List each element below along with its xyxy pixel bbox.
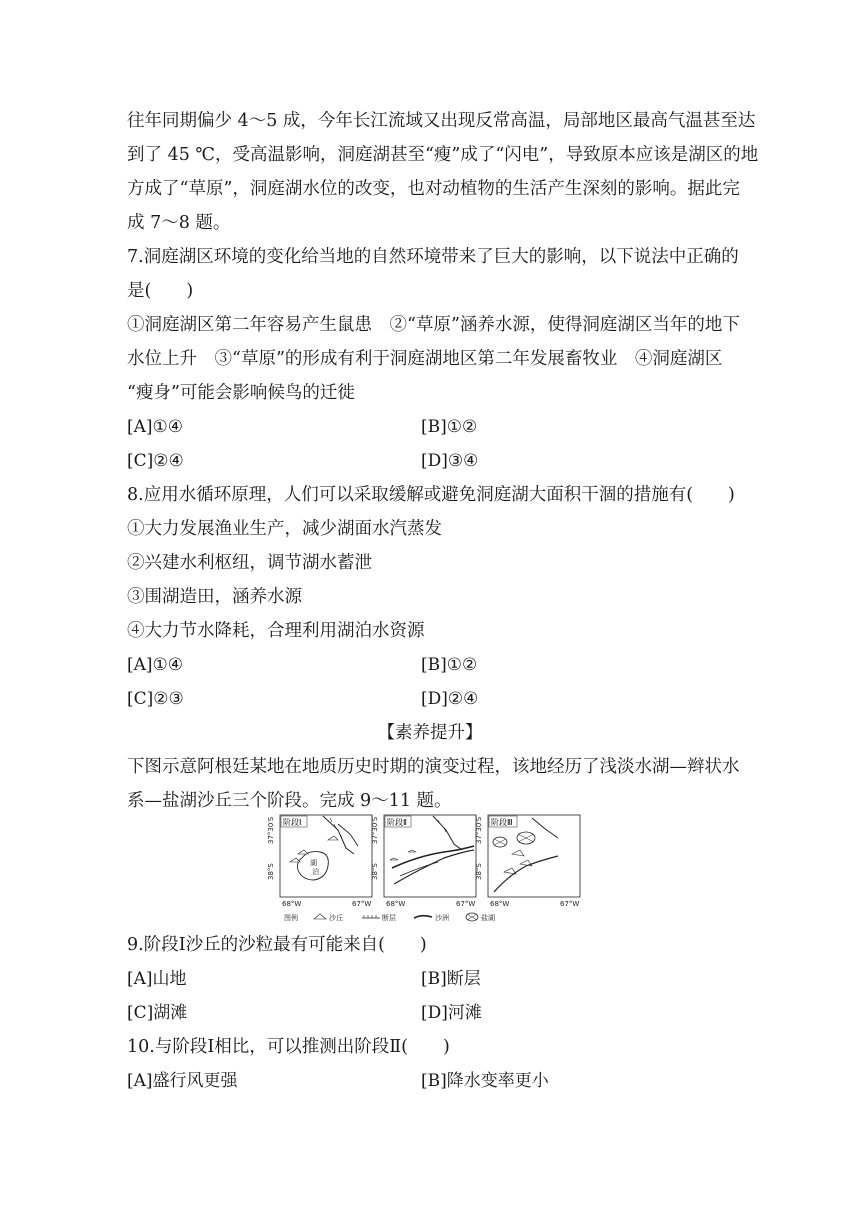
panel-3-title: 阶段Ⅲ bbox=[491, 818, 513, 827]
map-panel-stage-3 bbox=[488, 815, 580, 897]
latitude-label: 38°S bbox=[371, 863, 379, 880]
legend-dune-label: 沙丘 bbox=[329, 914, 343, 922]
panel-2-title: 阶段Ⅱ bbox=[387, 818, 407, 827]
longitude-label: 67°W bbox=[456, 900, 476, 908]
question-7-statement: 水位上升 ③“草原”的形成有利于洞庭湖地区第二年发展畜牧业 ④洞庭湖区 bbox=[127, 349, 723, 369]
legend-salt-lake-label: 盐湖 bbox=[481, 914, 495, 922]
legend-title: 图例 bbox=[284, 914, 298, 922]
evolution-map-figure bbox=[268, 812, 598, 926]
question-8-option-d[interactable]: [D]②④ bbox=[421, 689, 479, 709]
question-9-stem: 9.阶段Ⅰ沙丘的沙粒最有可能来自( ) bbox=[127, 935, 427, 955]
question-7-statement: “瘦身”可能会影响候鸟的迁徙 bbox=[127, 383, 355, 403]
longitude-label: 67°W bbox=[352, 900, 372, 908]
map-legend bbox=[284, 913, 495, 922]
section-title: 【素养提升】 bbox=[377, 723, 483, 743]
intro-text-line: 往年同期偏少 4～5 成，今年长江流域又出现反常高温，局部地区最高气温甚至达 bbox=[127, 111, 756, 131]
salt-lake-icon bbox=[466, 913, 478, 921]
question-8-stem: 8.应用水循环原理，人们可以采取缓解或避免洞庭湖大面积干涸的措施有( ) bbox=[127, 485, 735, 505]
sandbar-icon bbox=[414, 916, 432, 918]
question-9-option-c[interactable]: [C]湖滩 bbox=[127, 1003, 188, 1023]
question-8-option-b[interactable]: [B]①② bbox=[421, 655, 478, 675]
lake-label: 泊 bbox=[312, 868, 319, 876]
legend-fault-label: 断层 bbox=[382, 914, 396, 922]
question-10-stem: 10.与阶段Ⅰ相比，可以推测出阶段Ⅱ( ) bbox=[127, 1037, 450, 1057]
intro-text-line: 成 7～8 题。 bbox=[127, 213, 231, 233]
question-8-statement: ①大力发展渔业生产，减少湖面水汽蒸发 bbox=[127, 519, 442, 539]
question-10-option-b[interactable]: [B]降水变率更小 bbox=[421, 1071, 549, 1091]
map-panel-stage-2 bbox=[384, 815, 476, 897]
latitude-label: 37°30′S bbox=[371, 816, 379, 844]
longitude-label: 68°W bbox=[282, 900, 302, 908]
longitude-label: 68°W bbox=[386, 900, 406, 908]
legend-sandbar-label: 沙洲 bbox=[435, 914, 449, 922]
question-8-option-a[interactable]: [A]①④ bbox=[127, 655, 184, 675]
question-7-stem: 是( ) bbox=[127, 281, 194, 301]
dune-icon bbox=[314, 914, 326, 919]
fault-icon bbox=[362, 915, 380, 918]
map-panel-stage-1 bbox=[280, 815, 372, 897]
panel-1-title: 阶段Ⅰ bbox=[283, 818, 302, 827]
question-7-option-b[interactable]: [B]①② bbox=[421, 417, 478, 437]
question-7-option-a[interactable]: [A]①④ bbox=[127, 417, 184, 437]
lake-label: 湖 bbox=[310, 859, 317, 867]
question-7-option-c[interactable]: [C]②④ bbox=[127, 451, 184, 471]
question-7-stem: 7.洞庭湖区环境的变化给当地的自然环境带来了巨大的影响，以下说法中正确的 bbox=[127, 247, 739, 267]
question-8-statement: ④大力节水降耗，合理利用湖泊水资源 bbox=[127, 621, 425, 641]
latitude-label: 38°S bbox=[267, 863, 275, 880]
question-9-option-d[interactable]: [D]河滩 bbox=[421, 1003, 482, 1023]
question-7-statement: ①洞庭湖区第二年容易产生鼠患 ②“草原”涵养水源，使得洞庭湖区当年的地下 bbox=[127, 315, 740, 335]
intro-text-line: 方成了“草原”，洞庭湖水位的改变，也对动植物的生活产生深刻的影响。据此完 bbox=[127, 179, 740, 199]
latitude-label: 37°30′S bbox=[475, 816, 483, 844]
question-8-option-c[interactable]: [C]②③ bbox=[127, 689, 184, 709]
latitude-label: 38°S bbox=[475, 863, 483, 880]
question-8-statement: ②兴建水利枢纽，调节湖水蓄泄 bbox=[127, 553, 372, 573]
question-9-option-a[interactable]: [A]山地 bbox=[127, 969, 187, 989]
longitude-label: 68°W bbox=[490, 900, 510, 908]
latitude-label: 37°30′S bbox=[267, 816, 275, 844]
intro2-text-line: 下图示意阿根廷某地在地质历史时期的演变过程，该地经历了浅淡水湖—辫状水 bbox=[127, 757, 740, 777]
question-9-option-b[interactable]: [B]断层 bbox=[421, 969, 481, 989]
intro-text-line: 到了 45 ℃，受高温影响，洞庭湖甚至“瘦”成了“闪电”，导致原本应该是湖区的地 bbox=[127, 145, 759, 165]
question-8-statement: ③围湖造田，涵养水源 bbox=[127, 587, 302, 607]
question-10-option-a[interactable]: [A]盛行风更强 bbox=[127, 1071, 238, 1091]
question-7-option-d[interactable]: [D]③④ bbox=[421, 451, 479, 471]
longitude-label: 67°W bbox=[560, 900, 580, 908]
intro2-text-line: 系—盐湖沙丘三个阶段。完成 9～11 题。 bbox=[127, 791, 452, 811]
